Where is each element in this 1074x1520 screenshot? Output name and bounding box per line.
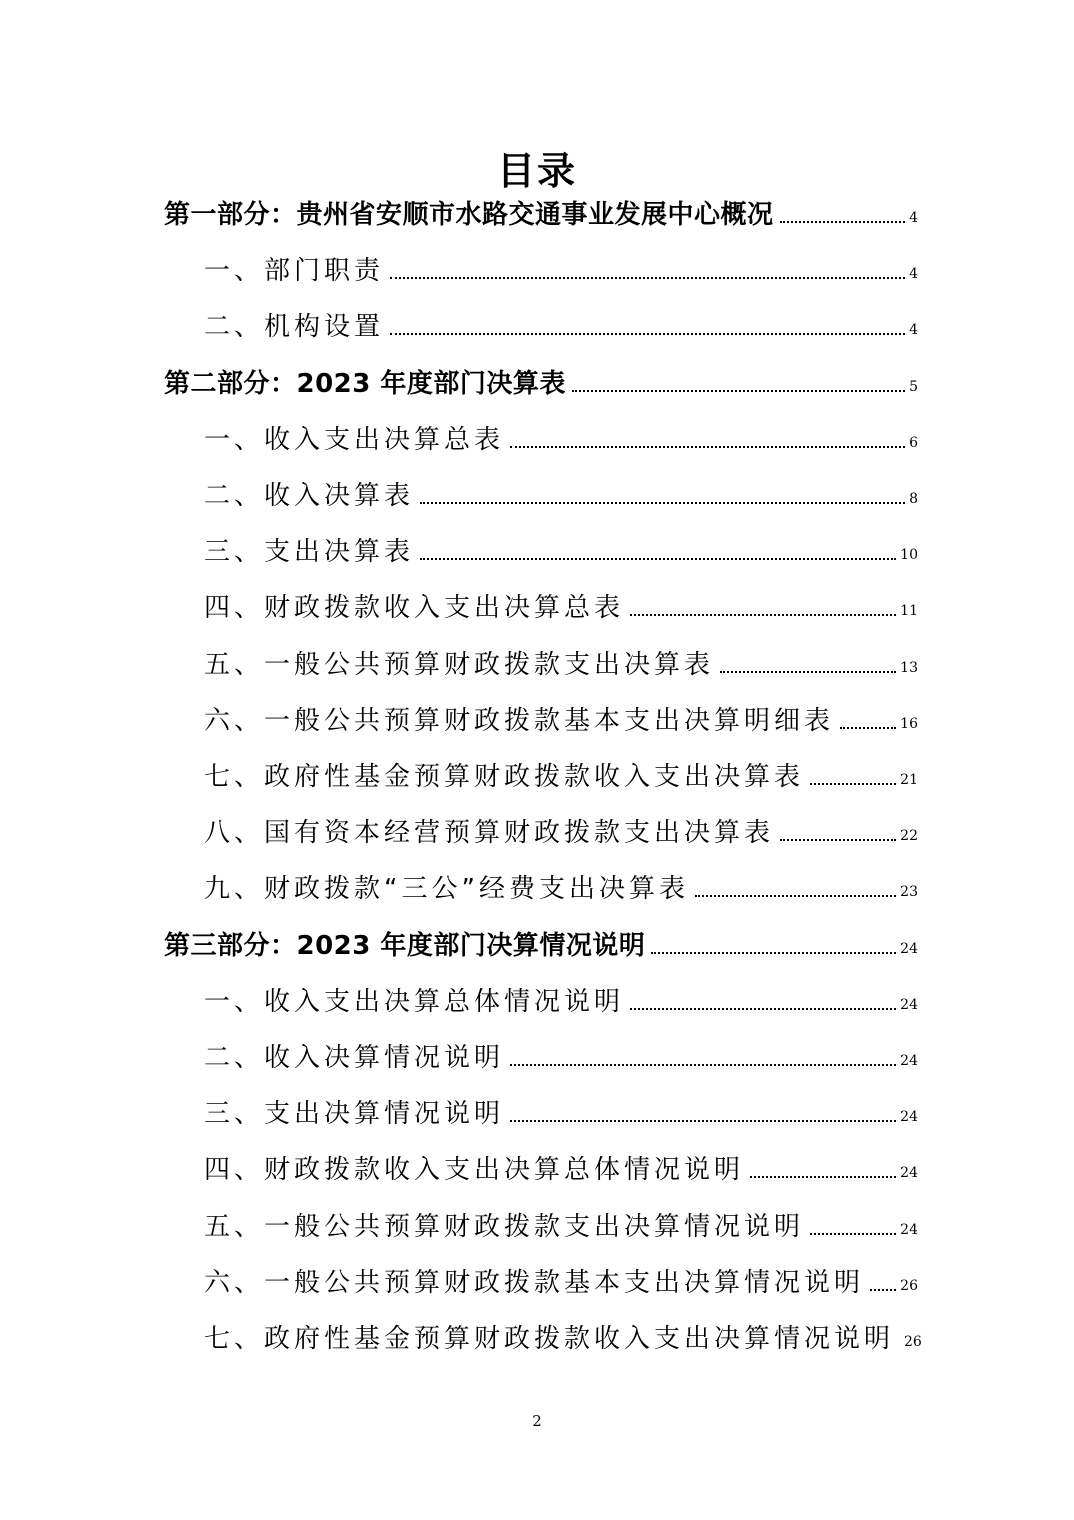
toc-entry[interactable] xyxy=(204,1147,918,1187)
toc-entry-label: 第二部分：2023 年度部门决算表 xyxy=(164,369,566,399)
dot-leader xyxy=(390,333,905,335)
toc-entry-page: 24 xyxy=(900,1165,918,1181)
toc-entry[interactable] xyxy=(204,473,918,513)
toc-entry[interactable] xyxy=(204,1035,918,1075)
dot-leader xyxy=(810,783,896,785)
toc-entry[interactable] xyxy=(204,304,918,344)
dot-leader xyxy=(695,895,896,897)
toc-entry-label: 三、支出决算表 xyxy=(204,537,415,567)
toc-entry-page: 24 xyxy=(900,1053,918,1069)
toc-entry-page: 24 xyxy=(900,1222,918,1238)
toc-entry[interactable] xyxy=(204,698,918,738)
toc-entry-page: 22 xyxy=(900,828,918,844)
dot-leader xyxy=(420,502,905,504)
toc-entry-label: 四、财政拨款收入支出决算总体情况说明 xyxy=(204,1155,745,1185)
toc-entry-label: 三、支出决算情况说明 xyxy=(204,1099,505,1129)
toc-entry-page: 8 xyxy=(909,491,918,507)
toc-entry-page: 26 xyxy=(904,1334,922,1350)
dot-leader xyxy=(720,671,896,673)
dot-leader xyxy=(390,277,905,279)
toc-entry-label: 第一部分：贵州省安顺市水路交通事业发展中心概况 xyxy=(164,200,774,230)
toc-entry-label: 四、财政拨款收入支出决算总表 xyxy=(204,593,625,623)
toc-entry-page: 6 xyxy=(909,435,918,451)
toc-entry[interactable] xyxy=(204,529,918,569)
toc-entry-label: 二、收入决算情况说明 xyxy=(204,1043,505,1073)
dot-leader xyxy=(510,1064,896,1066)
toc-entry[interactable] xyxy=(204,417,918,457)
dot-leader xyxy=(780,839,896,841)
toc-entry[interactable] xyxy=(164,361,918,401)
toc-entry[interactable] xyxy=(164,192,918,232)
toc-entry-label: 五、一般公共预算财政拨款支出决算情况说明 xyxy=(204,1212,805,1242)
dot-leader xyxy=(630,1008,896,1010)
toc-entry[interactable] xyxy=(204,1316,922,1356)
toc-entry-label: 第三部分：2023 年度部门决算情况说明 xyxy=(164,931,646,961)
dot-leader xyxy=(510,446,905,448)
dot-leader xyxy=(420,558,896,560)
dot-leader xyxy=(840,727,896,729)
page-number: 2 xyxy=(532,1412,542,1430)
toc-entry[interactable] xyxy=(204,754,918,794)
dot-leader xyxy=(572,390,905,392)
toc-entry-label: 一、部门职责 xyxy=(204,256,385,286)
toc-entry-page: 16 xyxy=(900,716,918,732)
toc-entry-page: 21 xyxy=(900,772,918,788)
toc-entry-page: 24 xyxy=(900,997,918,1013)
toc-entry-label: 一、收入支出决算总表 xyxy=(204,425,505,455)
dot-leader xyxy=(750,1176,896,1178)
toc-entry-label: 九、财政拨款“三公”经费支出决算表 xyxy=(204,874,689,904)
toc-entry[interactable] xyxy=(204,810,918,850)
page-title: 目录 xyxy=(496,149,577,193)
toc-entry[interactable] xyxy=(204,1091,918,1131)
toc-entry[interactable] xyxy=(204,1204,918,1244)
toc-entry-page: 13 xyxy=(900,660,918,676)
toc-entry-page: 24 xyxy=(900,941,918,957)
dot-leader xyxy=(510,1120,896,1122)
toc-entry-page: 26 xyxy=(900,1278,918,1294)
toc-entry[interactable] xyxy=(204,979,918,1019)
toc-entry-page: 24 xyxy=(900,1109,918,1125)
toc-entry[interactable] xyxy=(164,923,918,963)
dot-leader xyxy=(870,1289,896,1291)
toc-entry-label: 六、一般公共预算财政拨款基本支出决算明细表 xyxy=(204,706,835,736)
dot-leader xyxy=(810,1233,896,1235)
toc-entry-label: 一、收入支出决算总体情况说明 xyxy=(204,987,625,1017)
toc-entry-page: 4 xyxy=(909,266,918,282)
toc-entry-page: 4 xyxy=(909,322,918,338)
toc-entry-label: 六、一般公共预算财政拨款基本支出决算情况说明 xyxy=(204,1268,865,1298)
dot-leader xyxy=(651,952,896,954)
toc-entry-page: 11 xyxy=(900,603,918,619)
toc-entry[interactable] xyxy=(204,1260,918,1300)
dot-leader xyxy=(780,221,906,223)
toc-entry-label: 七、政府性基金预算财政拨款收入支出决算表 xyxy=(204,762,805,792)
toc-entry[interactable] xyxy=(204,585,918,625)
toc-entry[interactable] xyxy=(204,642,918,682)
dot-leader xyxy=(630,614,896,616)
toc-entry-page: 10 xyxy=(900,547,918,563)
toc-entry-label: 二、收入决算表 xyxy=(204,481,415,511)
toc-entry-page: 4 xyxy=(909,210,918,226)
toc-entry-label: 八、国有资本经营预算财政拨款支出决算表 xyxy=(204,818,775,848)
toc-entry[interactable] xyxy=(204,248,918,288)
toc-entry-page: 23 xyxy=(900,884,918,900)
toc-entry-label: 七、政府性基金预算财政拨款收入支出决算情况说明 xyxy=(204,1324,895,1354)
toc-entry-page: 5 xyxy=(909,379,918,395)
toc-entry[interactable] xyxy=(204,866,918,906)
toc-entry-label: 五、一般公共预算财政拨款支出决算表 xyxy=(204,650,715,680)
toc-entry-label: 二、机构设置 xyxy=(204,312,385,342)
